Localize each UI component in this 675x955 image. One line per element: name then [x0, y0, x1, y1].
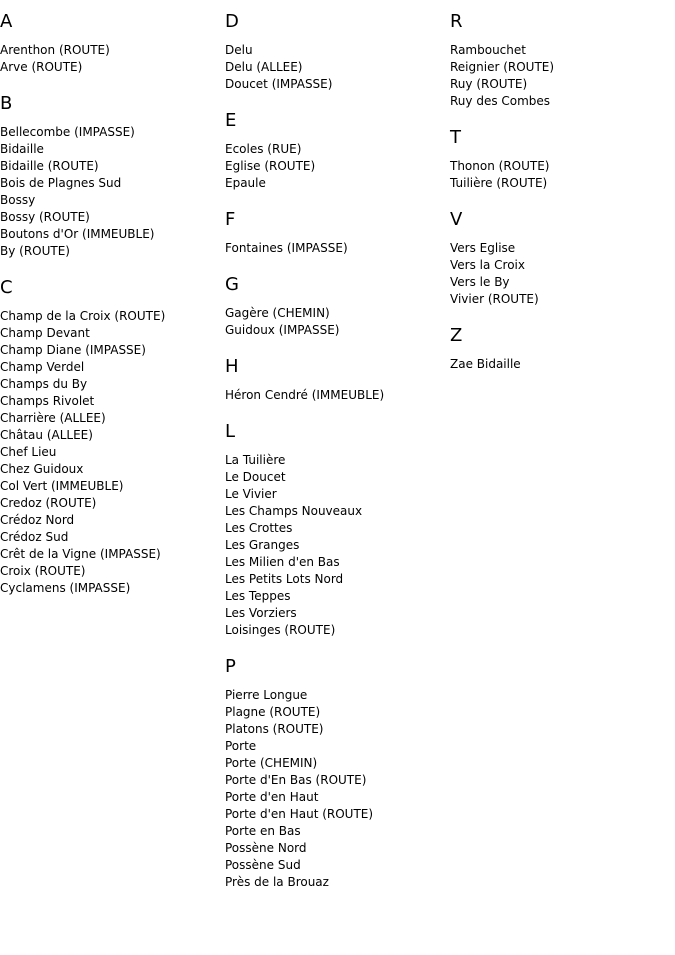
street-entry: Bidaille — [0, 142, 44, 156]
street-entry: Champ de la Croix (ROUTE) — [0, 309, 166, 323]
street-list — [225, 387, 450, 404]
street-entry: Vivier (ROUTE) — [450, 292, 539, 306]
street-entry: Crédoz Nord — [0, 513, 75, 527]
street-entry: Bellecombe (IMPASSE) — [0, 125, 135, 139]
street-entry: Porte d'En Bas (ROUTE) — [225, 773, 367, 787]
column-2 — [225, 10, 450, 907]
street-entry: Rambouchet — [450, 43, 526, 57]
street-entry: Porte d'en Haut — [225, 790, 319, 804]
street-entry: Bidaille (ROUTE) — [0, 159, 99, 173]
street-list — [225, 240, 450, 257]
street-entry: Thonon (ROUTE) — [450, 159, 550, 173]
street-entry: Près de la Brouaz — [225, 875, 329, 889]
street-list — [0, 42, 225, 76]
street-entry: Les Petits Lots Nord — [225, 572, 344, 586]
section-letter-heading: A — [0, 11, 13, 32]
street-entry: Reignier (ROUTE) — [450, 60, 555, 74]
section-letter-heading: T — [450, 127, 461, 148]
section-letter-heading: H — [225, 356, 239, 377]
street-entry: Delu — [225, 43, 253, 57]
street-entry: By (ROUTE) — [0, 244, 70, 258]
section-letter-heading: D — [225, 11, 239, 32]
street-entry: Crédoz Sud — [0, 530, 69, 544]
street-entry: Delu (ALLEE) — [225, 60, 303, 74]
street-entry: Chez Guidoux — [0, 462, 84, 476]
street-entry: Zae Bidaille — [450, 357, 521, 371]
section-letter-heading: L — [225, 421, 236, 442]
street-list — [450, 158, 675, 192]
street-entry: La Tuilière — [225, 453, 286, 467]
street-entry: Arenthon (ROUTE) — [0, 43, 110, 57]
street-entry: Boutons d'Or (IMMEUBLE) — [0, 227, 155, 241]
street-entry: Les Vorziers — [225, 606, 297, 620]
street-entry: Châtau (ALLEE) — [0, 428, 93, 442]
street-entry: Doucet (IMPASSE) — [225, 77, 333, 91]
section-h — [225, 355, 450, 404]
street-list — [450, 42, 675, 110]
street-entry: Champ Devant — [0, 326, 90, 340]
section-p — [225, 655, 450, 891]
street-entry: Credoz (ROUTE) — [0, 496, 97, 510]
street-entry: Pierre Longue — [225, 688, 308, 702]
street-entry: Platons (ROUTE) — [225, 722, 324, 736]
street-list — [225, 305, 450, 339]
section-z — [450, 324, 675, 373]
street-entry: Vers le By — [450, 275, 510, 289]
section-f — [225, 208, 450, 257]
street-entry: Crêt de la Vigne (IMPASSE) — [0, 547, 161, 561]
street-entry: Plagne (ROUTE) — [225, 705, 321, 719]
street-entry: Bossy — [0, 193, 36, 207]
section-c — [0, 276, 225, 597]
street-entry: Les Champs Nouveaux — [225, 504, 363, 518]
street-entry: Porte en Bas — [225, 824, 301, 838]
section-r — [450, 10, 675, 110]
street-entry: Arve (ROUTE) — [0, 60, 83, 74]
section-letter-heading: V — [450, 209, 463, 230]
street-list — [450, 240, 675, 308]
street-entry: Héron Cendré (IMMEUBLE) — [225, 388, 385, 402]
street-entry: Les Milien d'en Bas — [225, 555, 340, 569]
street-entry: Le Doucet — [225, 470, 286, 484]
column-1 — [0, 10, 225, 613]
street-entry: Les Teppes — [225, 589, 291, 603]
section-letter-heading: C — [0, 277, 13, 298]
street-entry: Eglise (ROUTE) — [225, 159, 316, 173]
street-entry: Champs Rivolet — [0, 394, 95, 408]
street-entry: Vers la Croix — [450, 258, 525, 272]
street-list — [0, 124, 225, 260]
section-letter-heading: P — [225, 656, 236, 677]
street-list — [225, 141, 450, 192]
section-letter-heading: E — [225, 110, 237, 131]
section-letter-heading: B — [0, 93, 13, 114]
column-3 — [450, 10, 675, 389]
street-entry: Porte (CHEMIN) — [225, 756, 318, 770]
street-entry: Guidoux (IMPASSE) — [225, 323, 340, 337]
street-entry: Le Vivier — [225, 487, 277, 501]
street-entry: Possène Nord — [225, 841, 307, 855]
section-e — [225, 109, 450, 192]
street-entry: Chef Lieu — [0, 445, 57, 459]
section-g — [225, 273, 450, 339]
section-b — [0, 92, 225, 260]
section-t — [450, 126, 675, 192]
street-entry: Bossy (ROUTE) — [0, 210, 90, 224]
section-l — [225, 420, 450, 639]
street-entry: Cyclamens (IMPASSE) — [0, 581, 131, 595]
section-a — [0, 10, 225, 76]
street-entry: Epaule — [225, 176, 266, 190]
street-entry: Les Crottes — [225, 521, 293, 535]
street-entry: Possène Sud — [225, 858, 301, 872]
section-v — [450, 208, 675, 308]
street-entry: Porte d'en Haut (ROUTE) — [225, 807, 374, 821]
street-entry: Tuilière (ROUTE) — [450, 176, 548, 190]
street-entry: Champ Verdel — [0, 360, 85, 374]
street-entry: Porte — [225, 739, 257, 753]
section-letter-heading: G — [225, 274, 239, 295]
street-entry: Bois de Plagnes Sud — [0, 176, 122, 190]
street-entry: Ruy (ROUTE) — [450, 77, 528, 91]
street-entry: Vers Eglise — [450, 241, 516, 255]
section-letter-heading: Z — [450, 325, 463, 346]
street-list — [225, 687, 450, 891]
street-entry: Col Vert (IMMEUBLE) — [0, 479, 124, 493]
street-entry: Loisinges (ROUTE) — [225, 623, 336, 637]
street-entry: Les Granges — [225, 538, 300, 552]
street-entry: Champs du By — [0, 377, 88, 391]
street-entry: Gagère (CHEMIN) — [225, 306, 330, 320]
street-list — [0, 308, 225, 597]
street-list — [225, 452, 450, 639]
street-entry: Champ Diane (IMPASSE) — [0, 343, 146, 357]
section-d — [225, 10, 450, 93]
street-entry: Ruy des Combes — [450, 94, 551, 108]
street-list — [225, 42, 450, 93]
section-letter-heading: R — [450, 11, 463, 32]
section-letter-heading: F — [225, 209, 236, 230]
street-entry: Ecoles (RUE) — [225, 142, 302, 156]
street-entry: Fontaines (IMPASSE) — [225, 241, 348, 255]
street-list — [450, 356, 675, 373]
street-entry: Croix (ROUTE) — [0, 564, 86, 578]
street-entry: Charrière (ALLEE) — [0, 411, 106, 425]
